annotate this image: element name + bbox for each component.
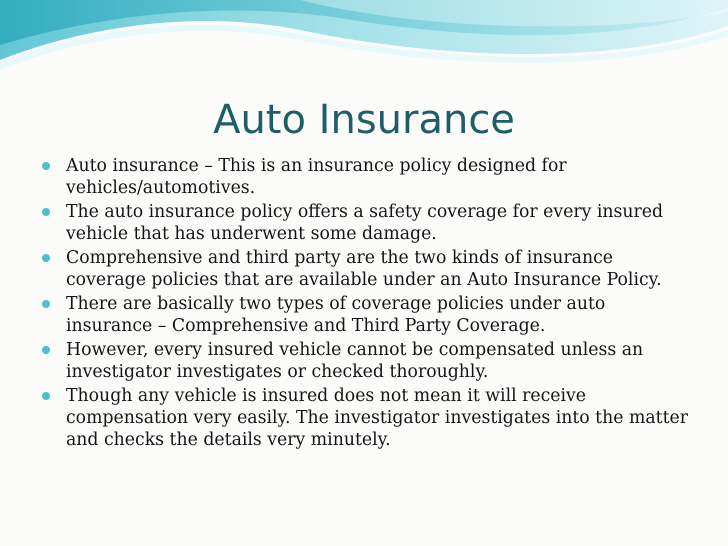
- bullet-dot-icon: [42, 346, 50, 354]
- bullet-item: [40, 339, 690, 383]
- slide-title: Auto Insurance: [213, 97, 515, 143]
- bullet-dot-icon: [42, 208, 50, 216]
- bullet-text: Auto insurance – This is an insurance policy designed for vehicles/automotives.: [66, 156, 567, 198]
- bullet-item: [40, 201, 690, 245]
- bullet-text: However, every insured vehicle cannot be compensated unless an investigator investigates or checked thoroughly.: [66, 340, 644, 382]
- bullet-list: [40, 155, 690, 453]
- bullet-item: [40, 293, 690, 337]
- bullet-dot-icon: [42, 162, 50, 170]
- bullet-dot-icon: [42, 392, 50, 400]
- bullet-dot-icon: [42, 300, 50, 308]
- bullet-item: [40, 155, 690, 199]
- bullet-item: [40, 385, 690, 451]
- header-wave-decoration: [0, 0, 728, 90]
- bullet-text: There are basically two types of coverage policies under auto insurance – Comprehensive and Third Party Coverage.: [66, 294, 606, 336]
- bullet-dot-icon: [42, 254, 50, 262]
- bullet-item: [40, 247, 690, 291]
- bullet-text: Though any vehicle is insured does not mean it will receive compensation very easily. The investigator investigates into the matter and checks the details very minutely.: [66, 386, 689, 450]
- bullet-text: The auto insurance policy offers a safety coverage for every insured vehicle that has underwent some damage.: [66, 202, 664, 244]
- bullet-text: Comprehensive and third party are the two kinds of insurance coverage policies that are available under an Auto Insurance Policy.: [66, 248, 662, 290]
